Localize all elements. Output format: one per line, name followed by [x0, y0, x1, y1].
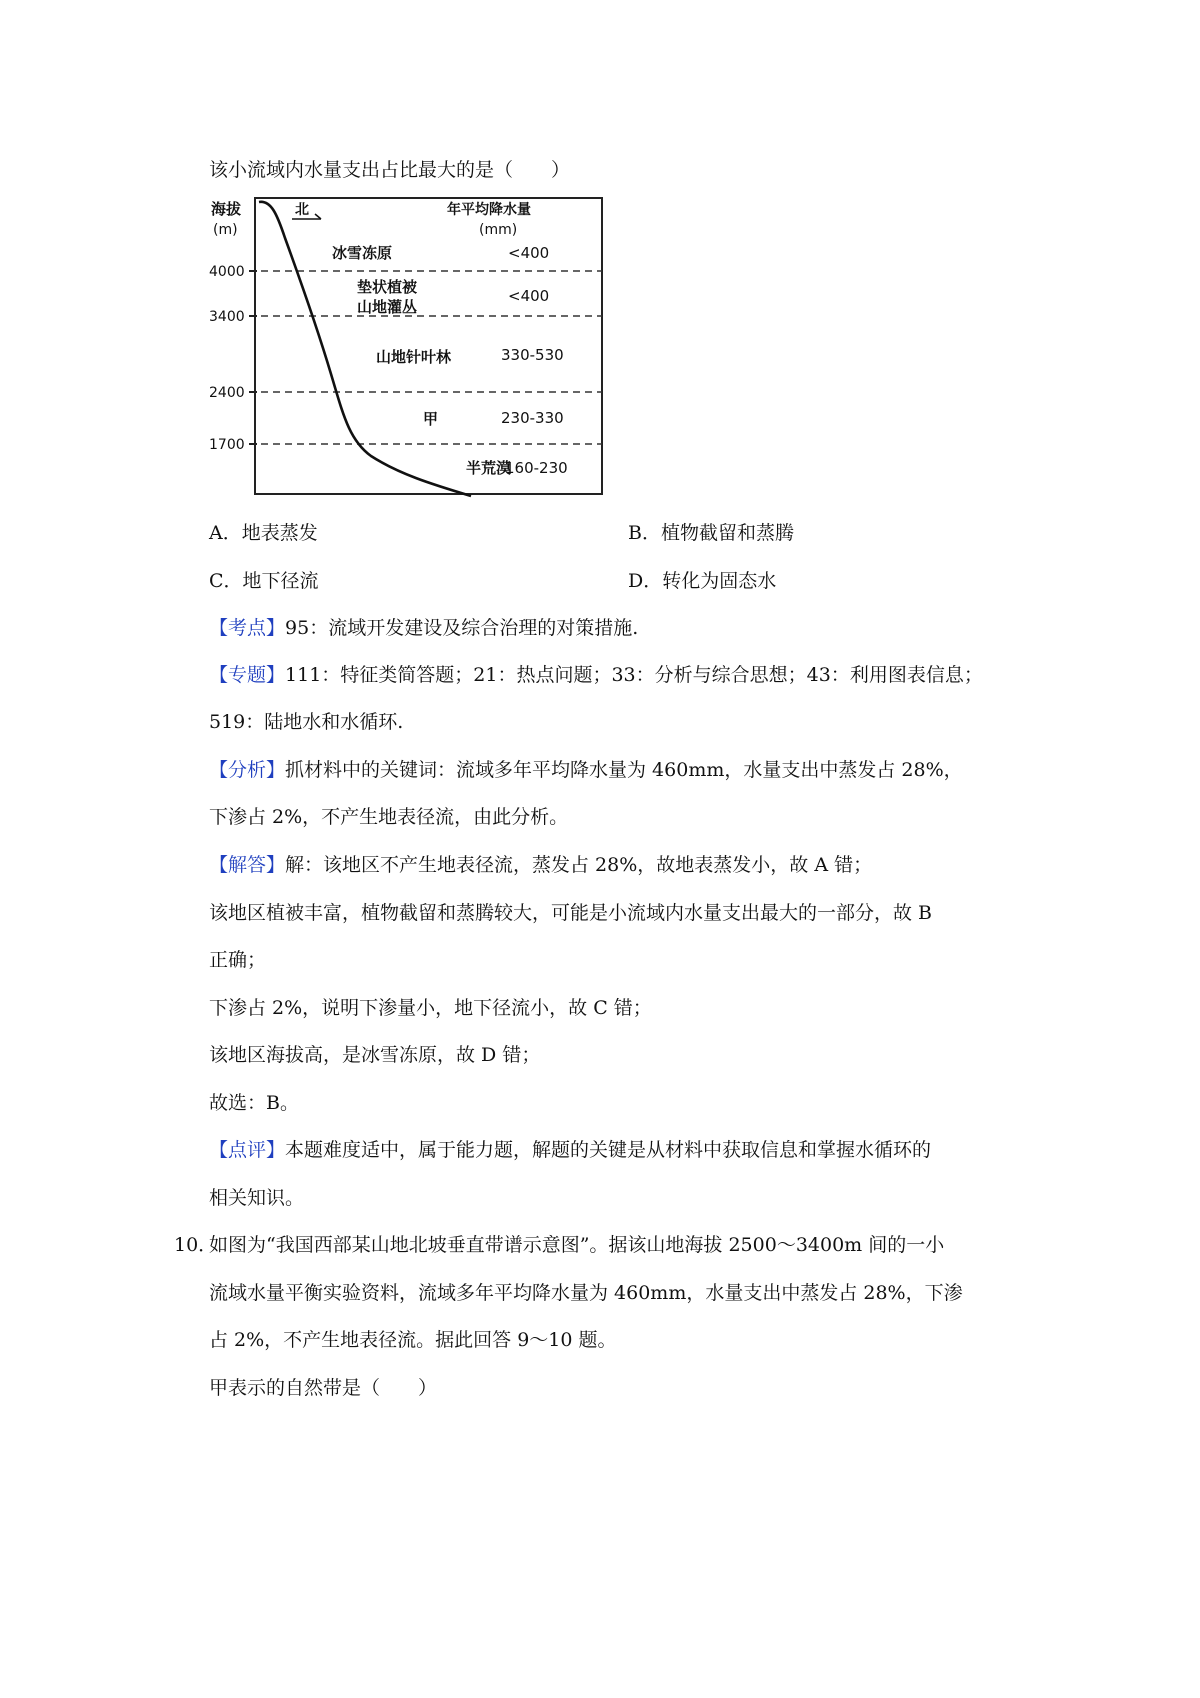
kaodian-line	[209, 616, 638, 640]
option-a: A．地表蒸发	[209, 522, 318, 544]
option-b: B．植物截留和蒸腾	[628, 522, 794, 544]
tick-label: 4000	[209, 264, 245, 280]
jieda-line	[209, 853, 872, 877]
precip-unit: (mm)	[479, 222, 518, 238]
vertical-zonation-diagram	[209, 192, 609, 502]
question-9-stem: 该小流域内水量支出占比最大的是（ ）	[209, 159, 571, 181]
jieda-line-2: 该地区植被丰富，植物截留和蒸腾较大，可能是小流域内水量支出最大的一部分，故 B	[209, 902, 933, 924]
jieda-tag: 【解答】	[209, 854, 286, 876]
precip-header: 年平均降水量	[447, 202, 531, 218]
option-d: D．转化为固态水	[628, 570, 777, 592]
question-10-stem: 甲表示的自然带是（ ）	[209, 1377, 438, 1399]
question-10-line-3: 占 2%，不产生地表径流。据此回答 9～10 题。	[209, 1329, 617, 1351]
jieda-line-5: 该地区海拔高，是冰雪冻原，故 D 错；	[209, 1044, 541, 1066]
precip-value: <400	[508, 287, 550, 305]
precip-value: 160-230	[505, 459, 568, 477]
band-name: 山地针叶林	[376, 348, 452, 366]
jieda-line-4: 下渗占 2%，说明下渗量小，地下径流小，故 C 错；	[209, 997, 652, 1019]
question-10-line-1: 如图为“我国西部某山地北坡垂直带谱示意图”。据该山地海拔 2500～3400m 间的一小	[209, 1234, 945, 1256]
kaodian-text: 95：流域开发建设及综合治理的对策措施.	[285, 617, 639, 639]
dianping-tag: 【点评】	[209, 1139, 286, 1161]
y-axis-label: 海拔	[211, 200, 242, 218]
fenxi-line	[209, 758, 963, 782]
fenxi-line-2: 下渗占 2%，不产生地表径流，由此分析。	[209, 806, 569, 828]
precip-value: 230-330	[501, 409, 564, 427]
precip-value: <400	[508, 244, 550, 262]
band-name: 山地灌丛	[357, 298, 418, 316]
band-name: 冰雪冻原	[332, 244, 393, 262]
tick-label: 2400	[209, 385, 245, 401]
question-10-number: 10．	[174, 1234, 218, 1256]
band-name: 甲	[423, 410, 439, 428]
option-c: C．地下径流	[209, 570, 319, 592]
jieda-text: 解：该地区不产生地表径流，蒸发占 28%，故地表蒸发小，故 A 错；	[285, 854, 873, 876]
kaodian-tag: 【考点】	[209, 617, 286, 639]
north-label: 北	[295, 202, 309, 218]
fenxi-tag: 【分析】	[209, 759, 286, 781]
fenxi-text: 抓材料中的关键词：流域多年平均降水量为 460mm，水量支出中蒸发占 28%，	[285, 759, 963, 781]
zhuanti-tag: 【专题】	[209, 664, 286, 686]
tick-label: 1700	[209, 437, 245, 453]
jieda-line-6: 故选：B。	[209, 1092, 299, 1114]
question-10-line-2: 流域水量平衡实验资料，流域多年平均降水量为 460mm，水量支出中蒸发占 28%，下渗	[209, 1282, 963, 1304]
dianping-line	[209, 1138, 931, 1162]
jieda-line-3: 正确；	[209, 949, 267, 971]
y-axis-unit: (m)	[213, 222, 238, 238]
band-name: 垫状植被	[357, 278, 418, 296]
zhuanti-line	[209, 663, 983, 687]
dianping-text: 本题难度适中，属于能力题，解题的关键是从材料中获取信息和掌握水循环的	[285, 1139, 932, 1161]
zhuanti-text: 111：特征类简答题；21：热点问题；33：分析与综合思想；43：利用图表信息；	[285, 664, 983, 686]
precip-value: 330-530	[501, 346, 564, 364]
zhuanti-line-2: 519：陆地水和水循环.	[209, 711, 404, 733]
band-name: 半荒漠	[466, 459, 512, 477]
tick-label: 3400	[209, 309, 245, 325]
dianping-line-2: 相关知识。	[209, 1187, 305, 1209]
